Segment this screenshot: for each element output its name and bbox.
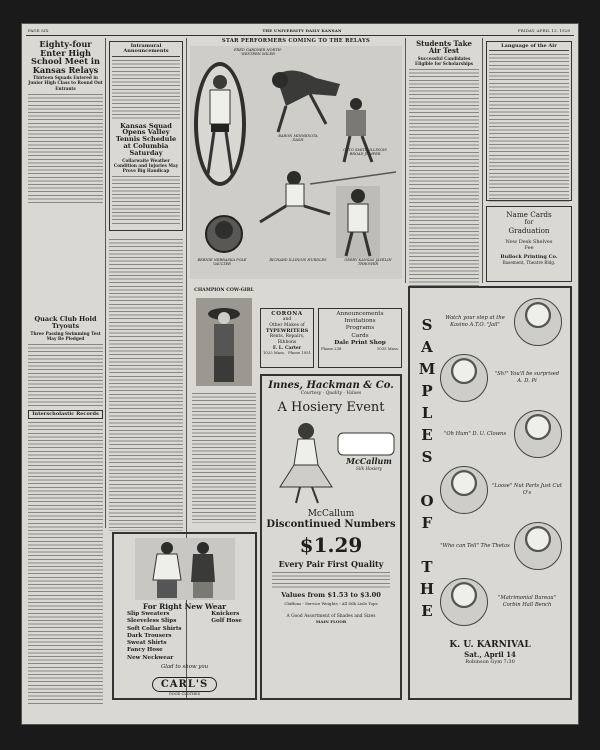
records-heading: Interscholastic Records [28,410,103,419]
ad-line: Programs [345,325,375,332]
event-title: A Hosiery Event [277,400,385,415]
paper-title: THE UNIVERSITY DAILY KANSAN [262,28,342,33]
karnival-time: Robinson Gym 7:30 [465,659,515,665]
vertical-letter: E [421,602,433,620]
feature-title: STAR PERFORMERS COMING TO THE RELAYS [221,38,371,44]
ad-line: Fee [524,245,534,251]
article-air-test [409,40,479,280]
box-body-text [489,54,569,202]
language-of-air-box [486,41,572,201]
karnival-title: K. U. KARNIVAL [449,640,531,650]
ad-body-text [272,572,390,588]
clothing-ad [112,532,257,700]
article-body-text [28,94,103,204]
karnival-item-text: "Matrimonial Bureau" Corbin Hall Bench [498,595,556,608]
ad-line: TYPEWRITERS [265,328,309,335]
cartoon-illustration [514,410,562,458]
clothing-item: Sweat Shirts [127,640,167,647]
clothing-item: New Neckwear [127,654,174,661]
article-subhead: Three Passing Swimming Test May Be Pledged [30,330,101,341]
item-list [211,611,242,662]
cartoon-illustration [440,578,488,626]
photo-caption: RICHARD ILLINOIS HURDLES [269,258,327,262]
karnival-item-text: "Loose" Nut Parts Just Cut O's [492,483,562,496]
article-body-text [112,176,180,224]
ad-footer: MAIN FLOOR [315,619,347,624]
article-headline: Quack Club Hold Tryouts [34,315,97,330]
cartoon-illustration [514,522,562,570]
vertical-letter: P [421,382,433,400]
men-illustration [135,538,235,600]
cartoon-illustration [440,466,488,514]
vertical-title [416,314,438,622]
column-rule [482,38,483,283]
ad-footer: A Good Assortment of Shades and Sizes [286,614,376,619]
article-subhead: Successful Candidates Eligible for Scholarships [415,55,473,66]
article-subhead: Collarwaite Weather Condition and Injuries May Prove Big Handicap [113,158,179,174]
brand-line: McCallum [307,509,355,519]
ad-address: 1035 Mass. [376,345,399,351]
ad-line: Bullock Printing Co. [500,254,558,260]
records-body-text [28,422,103,706]
ad-line: Graduation [508,226,550,235]
feature-title: CHAMPION COW-GIRL [194,288,254,293]
vertical-letter: A [421,338,433,356]
vertical-letter: M [418,360,436,378]
ad-line: Announcements [336,311,384,317]
records-list [28,410,103,710]
article-headline: Kansas Squad Opens Valley Tennis Schedule at Columbia Saturday [115,121,177,158]
ad-line: CORONA [271,311,303,317]
article-body-text [28,344,103,406]
karnival-item [440,406,568,462]
ad-line: Name Cards [506,210,552,219]
ad-line: Other Makes of [269,322,305,328]
ad-line: Cards [351,332,369,339]
cowgirl-photo [196,298,252,386]
ad-line: Rents, Repairs, Ribbons [269,334,305,345]
logo-subtext: GOOD CLOTHES [168,691,201,696]
clothing-item: Sleeveless Slips [127,618,177,625]
clothing-item: Slip Sweaters [127,611,170,617]
relays-photo-feature [190,38,402,282]
corona-typewriter-ad [260,308,314,368]
ad-phone: Phone 1051 [288,350,311,356]
box-title: Intramural Announcements [112,44,180,57]
karnival-item-text: "Sh!" You'll be surprised A. D. Pi [494,371,560,384]
photo-caption: FRED GARDNER NORTH-WESTERN MILER [234,48,282,56]
hosiery-event-ad [260,374,402,700]
issue-date: FRIDAY, APRIL 13, 1928 [517,28,570,33]
karnival-item-text: "Oh Hum" D. U. Clowns [443,430,507,437]
item-columns [117,611,252,662]
vertical-letter: H [419,580,435,598]
item-list [127,611,182,662]
article-quack-club [28,316,103,406]
fine-print: Chiffons - Service Weights - All Silk Lisle Tops [284,601,378,606]
cartoon-illustration [514,298,562,346]
karnival-item-text: "Who can Tell" The Thetas [440,542,510,549]
karnival-item [440,350,568,406]
athletes-photo-collage [190,44,402,279]
karnival-item-text: Watch your step at the Kasino A.T.O. "Jail" [445,315,505,328]
article-subhead: Thirteen Squads Entered in Junior High Class to Round Out Entrants [28,75,103,91]
vertical-letter: O [420,492,434,510]
tennis-article-continued [109,236,183,531]
ad-phone: Phone 238 [321,345,342,351]
karnival-footer [414,640,566,665]
karnival-item [440,574,568,630]
dale-print-shop-ad [318,308,402,368]
clothing-item: Soft Collar Shirts [127,625,182,632]
vertical-letter: L [421,404,433,422]
photo-caption: BARON MINNESOTA DASH [278,134,318,142]
ad-footer [321,346,399,351]
vertical-letter: E [421,426,433,444]
article-body-text [109,239,183,531]
column-rule [105,38,106,528]
karnival-items [440,294,568,634]
newspaper-page [22,24,578,724]
logo-text: CARL'S [152,677,217,692]
photo-caption: GERRY KANSAS JAVELIN THROWER [344,258,392,266]
vertical-letter: S [421,448,433,466]
karnival-date: Sat., April 14 [464,650,516,659]
article-headline: Eighty-four Enter High School Meet in Kansas Relays [31,39,100,75]
store-name: Innes, Hackman & Co. [268,380,394,391]
box-body-text [112,60,180,120]
article-body-text [409,69,479,287]
brand-name: McCallum [346,456,392,466]
karnival-item [440,462,568,518]
clothing-item: Dark Trousers [127,632,172,639]
masthead-rule [26,35,574,36]
karnival-item [440,518,568,574]
brand-tagline: Silk Hosiery [356,466,382,471]
store-tagline: Courtesy - Quality - Values [300,391,362,396]
ad-line: Invitations [344,318,376,325]
feature-body-text [192,393,256,523]
clothing-item: Golf Hose [211,618,242,625]
vertical-letter: S [421,316,433,334]
price: $1.29 [299,533,363,557]
vertical-letter [416,468,438,490]
vertical-letter: T [421,558,433,576]
cartoon-illustration [440,354,488,402]
karnival-item [440,294,568,350]
ad-headline: For Right New Wear [142,602,227,611]
ad-line: F. L. Carter [272,345,302,351]
vertical-letter: F [421,514,433,532]
article-high-school-meet [28,40,103,225]
carls-logo [117,672,252,696]
ad-footer [263,351,311,356]
clothing-item: Fancy Hose [127,647,163,654]
ad-tagline: Glad to show you [160,663,209,670]
ad-line: and [282,317,292,322]
name-cards-ad [486,206,572,282]
clothing-item: Knickers [211,611,240,617]
brand-badge [342,456,396,471]
vertical-letter [416,534,438,556]
values-line: Values from $1.53 to $3.00 [281,591,381,599]
ad-address: 1025 Mass. [263,350,286,356]
page-number: PAGE SIX [28,28,49,33]
photo-caption: BERNIE NEBRASKA POLE VAULTER [197,258,247,266]
ad-line: Basement, Theatre Bldg. [502,260,556,265]
article-headline: Students Take Air Test [416,39,472,56]
photo-caption: OTTO SMITH ILLINOIS BROAD JUMPER [343,148,387,156]
champion-cowgirl-feature [190,288,258,528]
ad-line: for [524,219,534,226]
karnival-ad [408,286,572,700]
intramural-box [109,41,183,231]
ad-line: Dale Print Shop [334,339,386,346]
discontinued-headline: Discontinued Numbers [266,519,396,530]
column-rule [405,38,406,283]
pair-line: Every Pair First Quality [278,559,384,569]
box-title: Language of the Air [489,44,569,51]
ad-line: New Desk Shelves [505,239,553,245]
